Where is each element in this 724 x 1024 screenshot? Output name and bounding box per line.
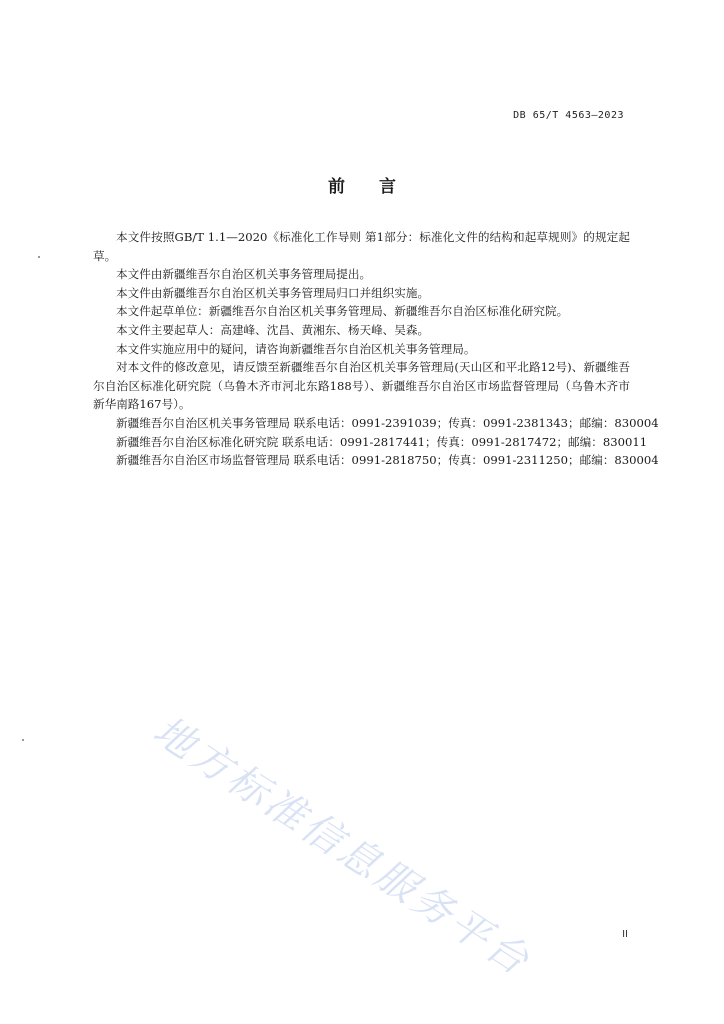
document-code: DB 65/T 4563—2023 bbox=[513, 110, 624, 121]
paragraph-inquiries: 本文件实施应用中的疑问，请咨询新疆维吾尔自治区机关事务管理局。 bbox=[116, 341, 476, 356]
paragraph-drafters: 本文件主要起草人：高建峰、沈昌、黄湘东、杨天峰、吴森。 bbox=[116, 322, 430, 337]
paragraph-administrator: 本文件由新疆维吾尔自治区机关事务管理局归口并组织实施。 bbox=[116, 285, 430, 300]
paragraph-drafting-rules: 本文件按照GB/T 1.1—2020《标准化工作导则 第1部分：标准化文件的结构和起草规则》的规定起草。 bbox=[93, 230, 630, 263]
contact-line: 新疆维吾尔自治区市场监督管理局 联系电话：0991-2818750；传真：0991-2311250；邮编：830004 bbox=[116, 453, 659, 468]
page-title: 前言 bbox=[328, 177, 430, 197]
contact-line: 新疆维吾尔自治区机关事务管理局 联系电话：0991-2391039；传真：0991-2381343；邮编：830004 bbox=[116, 415, 659, 430]
paragraph-proposer: 本文件由新疆维吾尔自治区机关事务管理局提出。 bbox=[116, 267, 372, 282]
paragraph-feedback: 对本文件的修改意见，请反馈至新疆维吾尔自治区机关事务管理局(天山区和平北路12号)、新疆维吾尔自治区标准化研究院（乌鲁木齐市河北东路188号）、新疆维吾尔自治区市场监督管理局（乌鲁木齐市新华南路167号）。 bbox=[93, 360, 630, 412]
scan-artifact bbox=[22, 739, 24, 741]
scan-artifact bbox=[38, 256, 40, 258]
contact-line: 新疆维吾尔自治区标准化研究院 联系电话：0991-2817441；传真：0991-2817472；邮编：830011 bbox=[116, 434, 648, 449]
page-number: II bbox=[622, 929, 628, 940]
paragraph-drafting-units: 本文件起草单位：新疆维吾尔自治区机关事务管理局、新疆维吾尔自治区标准化研究院。 bbox=[116, 304, 569, 319]
watermark: 地方标准信息服务平台 bbox=[145, 707, 540, 986]
foreword-body bbox=[93, 228, 659, 470]
